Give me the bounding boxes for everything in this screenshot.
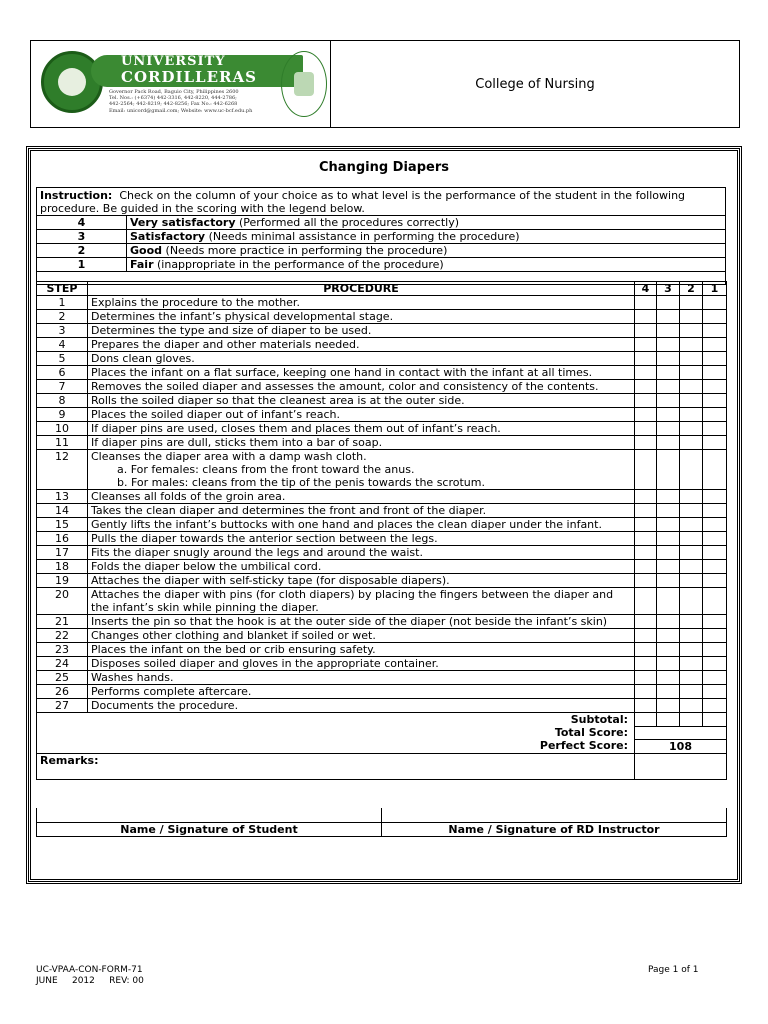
table-row [37, 450, 727, 490]
score-checkbox-cell[interactable] [703, 380, 727, 394]
score-checkbox-cell[interactable] [657, 574, 680, 588]
score-checkbox-cell[interactable] [657, 615, 680, 629]
step-procedure: Places the infant on a flat surface, keeping one hand in contact with the infant at all times. [88, 366, 635, 380]
score-checkbox-cell[interactable] [680, 546, 703, 560]
score-checkbox-cell[interactable] [703, 643, 727, 657]
step-number: 7 [37, 380, 88, 394]
step-procedure: Determines the infant’s physical developmental stage. [88, 310, 635, 324]
score-checkbox-cell[interactable] [635, 657, 657, 671]
score-checkbox-cell[interactable] [680, 504, 703, 518]
score-checkbox-cell[interactable] [680, 422, 703, 436]
score-checkbox-cell[interactable] [657, 560, 680, 574]
step-number: 17 [37, 546, 88, 560]
step-procedure: Gently lifts the infant’s buttocks with one hand and places the clean diaper under the infant. [88, 518, 635, 532]
legend-item: Good (Needs more practice in performing the procedure) [127, 244, 726, 258]
score-checkbox-cell[interactable] [703, 629, 727, 643]
score-checkbox-cell[interactable] [703, 560, 727, 574]
step-number: 19 [37, 574, 88, 588]
score-checkbox-cell[interactable] [703, 352, 727, 366]
score-checkbox-cell[interactable] [680, 588, 703, 615]
signature-table [36, 808, 727, 837]
college-name: College of Nursing [475, 76, 595, 92]
col-score-1: 1 [703, 282, 727, 296]
score-checkbox-cell[interactable] [680, 408, 703, 422]
table-row [37, 490, 727, 504]
step-number: 22 [37, 629, 88, 643]
score-checkbox-cell[interactable] [680, 657, 703, 671]
table-row [37, 671, 727, 685]
score-checkbox-cell[interactable] [680, 560, 703, 574]
step-procedure: Dons clean gloves. [88, 352, 635, 366]
subtotal-cell[interactable] [657, 713, 680, 727]
table-row [37, 394, 727, 408]
step-procedure: Washes hands. [88, 671, 635, 685]
step-number: 15 [37, 518, 88, 532]
score-checkbox-cell[interactable] [635, 699, 657, 713]
table-row [37, 657, 727, 671]
score-checkbox-cell[interactable] [657, 671, 680, 685]
university-wordmark: UNIVERSITY CORDILLERAS [91, 55, 303, 87]
step-number: 4 [37, 338, 88, 352]
score-checkbox-cell[interactable] [635, 380, 657, 394]
col-score-3: 3 [657, 282, 680, 296]
step-procedure: Places the infant on the bed or crib ensuring safety. [88, 643, 635, 657]
score-checkbox-cell[interactable] [680, 338, 703, 352]
score-checkbox-cell[interactable] [635, 296, 657, 310]
score-checkbox-cell[interactable] [703, 615, 727, 629]
step-procedure: If diaper pins are dull, sticks them into a bar of soap. [88, 436, 635, 450]
score-checkbox-cell[interactable] [635, 560, 657, 574]
step-procedure: Performs complete aftercare. [88, 685, 635, 699]
score-checkbox-cell[interactable] [635, 574, 657, 588]
step-number: 18 [37, 560, 88, 574]
score-checkbox-cell[interactable] [635, 643, 657, 657]
logo-block [31, 41, 331, 127]
col-procedure: PROCEDURE [88, 282, 635, 296]
step-number: 25 [37, 671, 88, 685]
score-checkbox-cell[interactable] [680, 436, 703, 450]
score-checkbox-cell[interactable] [635, 352, 657, 366]
score-checkbox-cell[interactable] [703, 518, 727, 532]
remarks-label: Remarks: [37, 753, 635, 779]
score-checkbox-cell[interactable] [680, 310, 703, 324]
score-checkbox-cell[interactable] [680, 699, 703, 713]
step-procedure: Fits the diaper snugly around the legs and around the waist. [88, 546, 635, 560]
table-row [37, 352, 727, 366]
score-checkbox-cell[interactable] [703, 657, 727, 671]
perfect-score-value: 108 [635, 739, 727, 753]
score-checkbox-cell[interactable] [703, 504, 727, 518]
score-checkbox-cell[interactable] [680, 380, 703, 394]
instruction-text: Instruction: Check on the column of your choice as to what level is the performance of the student in the following procedure. Be guided in the scoring with the legend below. [37, 188, 726, 216]
score-checkbox-cell[interactable] [680, 490, 703, 504]
score-checkbox-cell[interactable] [657, 366, 680, 380]
score-checkbox-cell[interactable] [657, 588, 680, 615]
score-checkbox-cell[interactable] [680, 574, 703, 588]
score-checkbox-cell[interactable] [680, 296, 703, 310]
score-checkbox-cell[interactable] [657, 422, 680, 436]
step-procedure: Prepares the diaper and other materials needed. [88, 338, 635, 352]
table-row [37, 615, 727, 629]
score-checkbox-cell[interactable] [657, 490, 680, 504]
step-procedure: Documents the procedure. [88, 699, 635, 713]
table-row [37, 338, 727, 352]
form-title: Changing Diapers [319, 160, 449, 175]
score-checkbox-cell[interactable] [680, 685, 703, 699]
student-signature-field[interactable] [37, 808, 382, 822]
step-procedure: Takes the clean diaper and determines the front and front of the diaper. [88, 504, 635, 518]
step-number: 21 [37, 615, 88, 629]
score-checkbox-cell[interactable] [657, 338, 680, 352]
table-row [37, 629, 727, 643]
step-number: 10 [37, 422, 88, 436]
score-checkbox-cell[interactable] [680, 615, 703, 629]
score-checkbox-cell[interactable] [657, 380, 680, 394]
score-checkbox-cell[interactable] [635, 615, 657, 629]
score-checkbox-cell[interactable] [657, 296, 680, 310]
step-procedure: Cleanses all folds of the groin area. [88, 490, 635, 504]
table-row [37, 574, 727, 588]
score-checkbox-cell[interactable] [703, 310, 727, 324]
step-number: 16 [37, 532, 88, 546]
score-checkbox-cell[interactable] [703, 671, 727, 685]
score-checkbox-cell[interactable] [680, 366, 703, 380]
score-checkbox-cell[interactable] [635, 518, 657, 532]
score-checkbox-cell[interactable] [703, 422, 727, 436]
score-checkbox-cell[interactable] [657, 408, 680, 422]
score-checkbox-cell[interactable] [635, 671, 657, 685]
step-procedure: If diaper pins are used, closes them and places them out of infant’s reach. [88, 422, 635, 436]
score-checkbox-cell[interactable] [635, 629, 657, 643]
score-checkbox-cell[interactable] [680, 629, 703, 643]
score-checkbox-cell[interactable] [703, 366, 727, 380]
subtotal-cell[interactable] [680, 713, 703, 727]
score-checkbox-cell[interactable] [680, 643, 703, 657]
score-checkbox-cell[interactable] [657, 504, 680, 518]
score-checkbox-cell[interactable] [635, 366, 657, 380]
table-row [37, 504, 727, 518]
table-row [37, 296, 727, 310]
score-checkbox-cell[interactable] [635, 532, 657, 546]
table-row [37, 436, 727, 450]
step-procedure: Explains the procedure to the mother. [88, 296, 635, 310]
instructor-signature-field[interactable] [382, 808, 727, 822]
table-row [37, 643, 727, 657]
score-checkbox-cell[interactable] [703, 532, 727, 546]
score-checkbox-cell[interactable] [703, 436, 727, 450]
score-checkbox-cell[interactable] [680, 671, 703, 685]
score-checkbox-cell[interactable] [657, 436, 680, 450]
step-procedure: Changes other clothing and blanket if soiled or wet. [88, 629, 635, 643]
score-checkbox-cell[interactable] [657, 450, 680, 490]
score-checkbox-cell[interactable] [635, 685, 657, 699]
document-header [30, 40, 740, 128]
score-checkbox-cell[interactable] [680, 450, 703, 490]
score-checkbox-cell[interactable] [657, 629, 680, 643]
step-number: 3 [37, 324, 88, 338]
score-checkbox-cell[interactable] [657, 546, 680, 560]
score-checkbox-cell[interactable] [635, 546, 657, 560]
score-checkbox-cell[interactable] [703, 574, 727, 588]
score-checkbox-cell[interactable] [635, 408, 657, 422]
score-checkbox-cell[interactable] [703, 408, 727, 422]
total-score-cell[interactable] [635, 726, 727, 739]
score-checkbox-cell[interactable] [635, 394, 657, 408]
step-procedure: Inserts the pin so that the hook is at the outer side of the diaper (not beside the infant’s skin) [88, 615, 635, 629]
table-row [37, 310, 727, 324]
step-number: 1 [37, 296, 88, 310]
step-number: 12 [37, 450, 88, 490]
subtotal-cell[interactable] [635, 713, 657, 727]
score-checkbox-cell[interactable] [635, 324, 657, 338]
score-checkbox-cell[interactable] [635, 338, 657, 352]
step-procedure: Cleanses the diaper area with a damp wash cloth. a. For females: cleans from the front toward the anus. b. For males: cleans from the tip of the penis towards the scrotum. [88, 450, 635, 490]
score-checkbox-cell[interactable] [635, 436, 657, 450]
table-row [37, 685, 727, 699]
score-checkbox-cell[interactable] [703, 450, 727, 490]
table-row [37, 699, 727, 713]
subtotal-cell[interactable] [703, 713, 727, 727]
step-number: 9 [37, 408, 88, 422]
step-number: 14 [37, 504, 88, 518]
score-checkbox-cell[interactable] [657, 685, 680, 699]
college-seal-icon [281, 51, 327, 117]
score-checkbox-cell[interactable] [680, 324, 703, 338]
score-checkbox-cell[interactable] [657, 352, 680, 366]
score-checkbox-cell[interactable] [635, 450, 657, 490]
step-procedure: Pulls the diaper towards the anterior section between the legs. [88, 532, 635, 546]
score-checkbox-cell[interactable] [680, 394, 703, 408]
score-checkbox-cell[interactable] [635, 504, 657, 518]
table-row [37, 546, 727, 560]
step-sub-item: a. For females: cleans from the front toward the anus. [117, 463, 415, 476]
step-number: 27 [37, 699, 88, 713]
step-procedure: Attaches the diaper with pins (for cloth diapers) by placing the fingers between the diaper and the infant’s skin while pinning the diaper. [88, 588, 635, 615]
col-score-2: 2 [680, 282, 703, 296]
procedure-table: STEP PROCEDURE 4 3 2 1 1 Explains the procedure to the mother. 2 Determines the infant’s physical developmental stage. 3 Determines the type and size of diaper to be used. 4 Prepares the diaper and other materials needed. 5 Dons clean gloves. 6 Places the infant on a flat surface, keeping one hand in contact with the infant at all times. 7 Removes the soiled diaper and assesses the amount, color and consistency of the contents. 8 Rolls the soiled diaper so that the cleanest area is at the outer side. 9 Places the soiled diaper out of infant’s reach. 10 If diaper pins are used, closes them and places them out of infant’s reach. 11 If diaper pins are dull, sticks them into a bar of soap. 12 Cleanses the diaper area with a damp wash cloth. a. For females: cleans from the front toward the anus. b. For males: cleans from the tip of the penis towards the scrotum. 13 Cleanses all folds of the groin area. 14 Takes the clean diaper and determines the front and front of the diaper. 15 Gently lifts the infant’s buttocks with one hand and places the clean diaper under the infant. 16 Pulls the diaper towards the anterior section between the legs. 17 Fits the diaper snugly around the legs and around the waist. 18 Folds the diaper below the umbilical cord. 19 Attaches the diaper with self-sticky tape (for disposable diapers). 20 Attaches the diaper with pins (for cloth diapers) by placing the fingers between the diaper and the infant’s skin while pinning the diaper. 21 Inserts the pin so that the hook is at the outer side of the diaper (not beside the infant’s skin) 22 Changes other clothing and blanket if soiled or wet. 23 Places the infant on the bed or crib ensuring safety. 24 Disposes soiled diaper and gloves in the appropriate container. 25 Washes hands. 26 Performs complete aftercare. 27 Documents the procedure. Subtotal: Total Score: Perfect Score: 108 Remarks: [36, 281, 727, 780]
step-number: 2 [37, 310, 88, 324]
table-row [37, 560, 727, 574]
score-checkbox-cell[interactable] [657, 643, 680, 657]
university-address: Governor Pack Road, Baguio City, Philippines 2600 Tel. Nos.: (+6374) 442-3316, 442-8220, 444-2786; 442-2564; 442-8219; 442-8256; Fax No.: 442-6268 Email: unicord@gmail.com; Website: www.uc-bcf.edu.ph [109, 89, 253, 114]
score-checkbox-cell[interactable] [635, 588, 657, 615]
score-checkbox-cell[interactable] [703, 699, 727, 713]
step-number: 24 [37, 657, 88, 671]
table-row [37, 324, 727, 338]
step-procedure: Removes the soiled diaper and assesses the amount, color and consistency of the contents. [88, 380, 635, 394]
table-row [37, 532, 727, 546]
col-step: STEP [37, 282, 88, 296]
score-checkbox-cell[interactable] [657, 518, 680, 532]
table-row [37, 408, 727, 422]
instructor-signature-label: Name / Signature of RD Instructor [382, 822, 727, 836]
score-checkbox-cell[interactable] [703, 338, 727, 352]
step-number: 6 [37, 366, 88, 380]
step-sub-item: b. For males: cleans from the tip of the penis towards the scrotum. [117, 476, 485, 489]
score-checkbox-cell[interactable] [635, 310, 657, 324]
legend-item: Very satisfactory (Performed all the procedures correctly) [127, 216, 726, 230]
step-number: 20 [37, 588, 88, 615]
score-checkbox-cell[interactable] [680, 352, 703, 366]
score-checkbox-cell[interactable] [635, 490, 657, 504]
table-row [37, 422, 727, 436]
step-procedure: Folds the diaper below the umbilical cord. [88, 560, 635, 574]
instruction-table: Instruction: Check on the column of your choice as to what level is the performance of the student in the following procedure. Be guided in the scoring with the legend below. 4 Very satisfactory (Performed all the procedures correctly) 3 Satisfactory (Needs minimal assistance in performing the procedure) 2 Good (Needs more practice in performing the procedure) 1 Fair (inappropriate in the performance of the procedure) [36, 187, 726, 285]
score-checkbox-cell[interactable] [703, 394, 727, 408]
score-checkbox-cell[interactable] [657, 324, 680, 338]
student-signature-label: Name / Signature of Student [37, 822, 382, 836]
step-procedure: Rolls the soiled diaper so that the cleanest area is at the outer side. [88, 394, 635, 408]
col-score-4: 4 [635, 282, 657, 296]
step-number: 23 [37, 643, 88, 657]
step-number: 5 [37, 352, 88, 366]
score-checkbox-cell[interactable] [703, 324, 727, 338]
score-checkbox-cell[interactable] [680, 518, 703, 532]
score-checkbox-cell[interactable] [657, 699, 680, 713]
score-checkbox-cell[interactable] [703, 685, 727, 699]
table-row [37, 380, 727, 394]
score-checkbox-cell[interactable] [703, 296, 727, 310]
step-number: 11 [37, 436, 88, 450]
step-procedure: Places the soiled diaper out of infant’s reach. [88, 408, 635, 422]
footer-form-code: UC-VPAA-CON-FORM-71 JUNE 2012 REV: 00 [36, 965, 144, 986]
score-checkbox-cell[interactable] [657, 532, 680, 546]
score-checkbox-cell[interactable] [657, 394, 680, 408]
legend-item: Fair (inappropriate in the performance of the procedure) [127, 258, 726, 272]
legend-item: Satisfactory (Needs minimal assistance in performing the procedure) [127, 230, 726, 244]
remarks-cell[interactable] [635, 753, 727, 779]
step-procedure: Disposes soiled diaper and gloves in the appropriate container. [88, 657, 635, 671]
score-checkbox-cell[interactable] [657, 310, 680, 324]
step-number: 8 [37, 394, 88, 408]
score-checkbox-cell[interactable] [703, 588, 727, 615]
table-row [37, 588, 727, 615]
step-number: 26 [37, 685, 88, 699]
step-procedure: Determines the type and size of diaper to be used. [88, 324, 635, 338]
step-number: 13 [37, 490, 88, 504]
score-checkbox-cell[interactable] [680, 532, 703, 546]
table-row [37, 518, 727, 532]
footer-page-number: Page 1 of 1 [648, 965, 699, 975]
score-checkbox-cell[interactable] [635, 422, 657, 436]
score-checkbox-cell[interactable] [703, 490, 727, 504]
score-checkbox-cell[interactable] [657, 657, 680, 671]
step-procedure: Attaches the diaper with self-sticky tape (for disposable diapers). [88, 574, 635, 588]
table-row [37, 366, 727, 380]
score-checkbox-cell[interactable] [703, 546, 727, 560]
